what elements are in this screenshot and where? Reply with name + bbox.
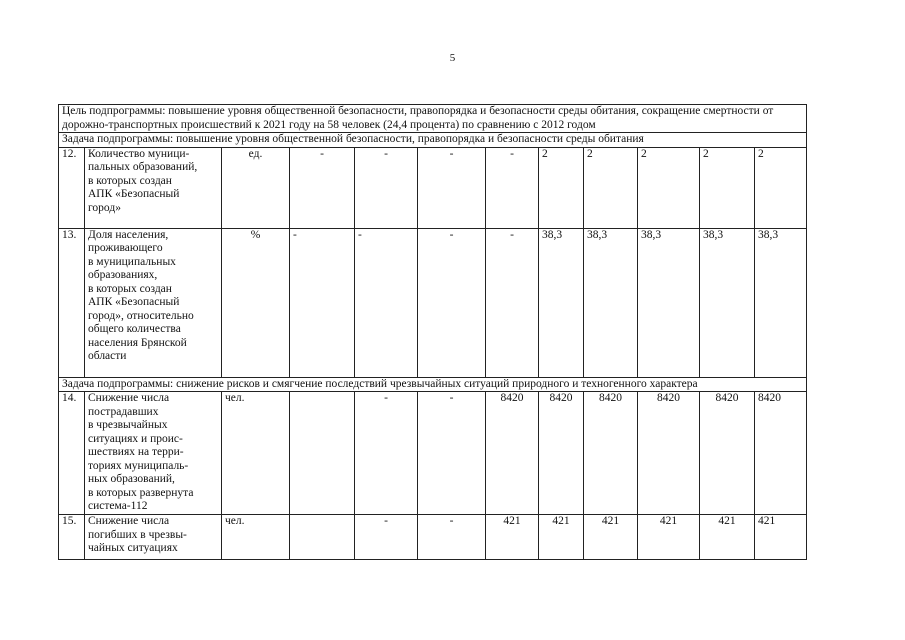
value-cell	[290, 515, 355, 560]
task-row-1	[59, 133, 807, 148]
value-cell: 421	[584, 515, 638, 560]
task-row-2	[59, 377, 807, 392]
table-row	[59, 147, 807, 228]
row-number: 14.	[59, 392, 85, 515]
value-cell: -	[486, 228, 539, 377]
value-cell: 2	[638, 147, 700, 228]
table-row	[59, 392, 807, 515]
value-cell: 38,3	[755, 228, 807, 377]
table-row	[59, 515, 807, 560]
value-cell: -	[290, 147, 355, 228]
value-cell: 2	[700, 147, 755, 228]
value-cell: 8420	[755, 392, 807, 515]
value-cell: 8420	[539, 392, 584, 515]
indicators-table	[58, 104, 807, 560]
row-number: 15.	[59, 515, 85, 560]
value-cell: 8420	[584, 392, 638, 515]
value-cell: -	[418, 392, 486, 515]
value-cell: 2	[539, 147, 584, 228]
value-cell: 421	[700, 515, 755, 560]
value-cell	[290, 392, 355, 515]
unit-cell: ед.	[222, 147, 290, 228]
task-text-2: Задача подпрограммы: снижение рисков и смягчение последствий чрезвычайных ситуаций природного и техногенного характера	[59, 377, 807, 392]
value-cell: 2	[584, 147, 638, 228]
value-cell: 421	[638, 515, 700, 560]
value-cell: -	[355, 147, 418, 228]
value-cell: 8420	[700, 392, 755, 515]
value-cell: 38,3	[638, 228, 700, 377]
goal-row	[59, 105, 807, 133]
value-cell: 38,3	[700, 228, 755, 377]
goal-text: Цель подпрограммы: повышение уровня общественной безопасности, правопорядка и безопасности среды обитания, сокращение смертности от дорожно-транспортных происшествий к 2021 году на 58 человек (24,4 процента) по сравнению с 2012 годом	[59, 105, 807, 133]
value-cell: -	[418, 515, 486, 560]
value-cell: -	[418, 228, 486, 377]
value-cell: 38,3	[584, 228, 638, 377]
table-row	[59, 228, 807, 377]
value-cell: 8420	[638, 392, 700, 515]
unit-cell: чел.	[222, 392, 290, 515]
indicator-name: Доля населения, проживающего в муниципальных образованиях, в которых создан АПК «Безопасный город», относительно общего количества населения Брянской области	[85, 228, 222, 377]
value-cell: 38,3	[539, 228, 584, 377]
unit-cell: чел.	[222, 515, 290, 560]
task-text-1: Задача подпрограммы: повышение уровня общественной безопасности, правопорядка и безопасности среды обитания	[59, 133, 807, 148]
value-cell: 2	[755, 147, 807, 228]
value-cell: -	[355, 228, 418, 377]
value-cell: 8420	[486, 392, 539, 515]
value-cell: 421	[486, 515, 539, 560]
page-number: 5	[449, 52, 456, 64]
row-number: 13.	[59, 228, 85, 377]
unit-cell: %	[222, 228, 290, 377]
row-number: 12.	[59, 147, 85, 228]
value-cell: -	[355, 515, 418, 560]
indicator-name: Снижение числа погибших в чрезвы- чайных ситуациях	[85, 515, 222, 560]
indicator-name: Количество муници- пальных образований, в которых создан АПК «Безопасный город»	[85, 147, 222, 228]
value-cell: 421	[539, 515, 584, 560]
value-cell: -	[290, 228, 355, 377]
indicator-name: Снижение числа пострадавших в чрезвычайных ситуациях и проис- шествиях на терри- ториях муниципаль- ных образований, в которых развернута система-112	[85, 392, 222, 515]
value-cell: -	[355, 392, 418, 515]
value-cell: -	[418, 147, 486, 228]
value-cell: -	[486, 147, 539, 228]
value-cell: 421	[755, 515, 807, 560]
